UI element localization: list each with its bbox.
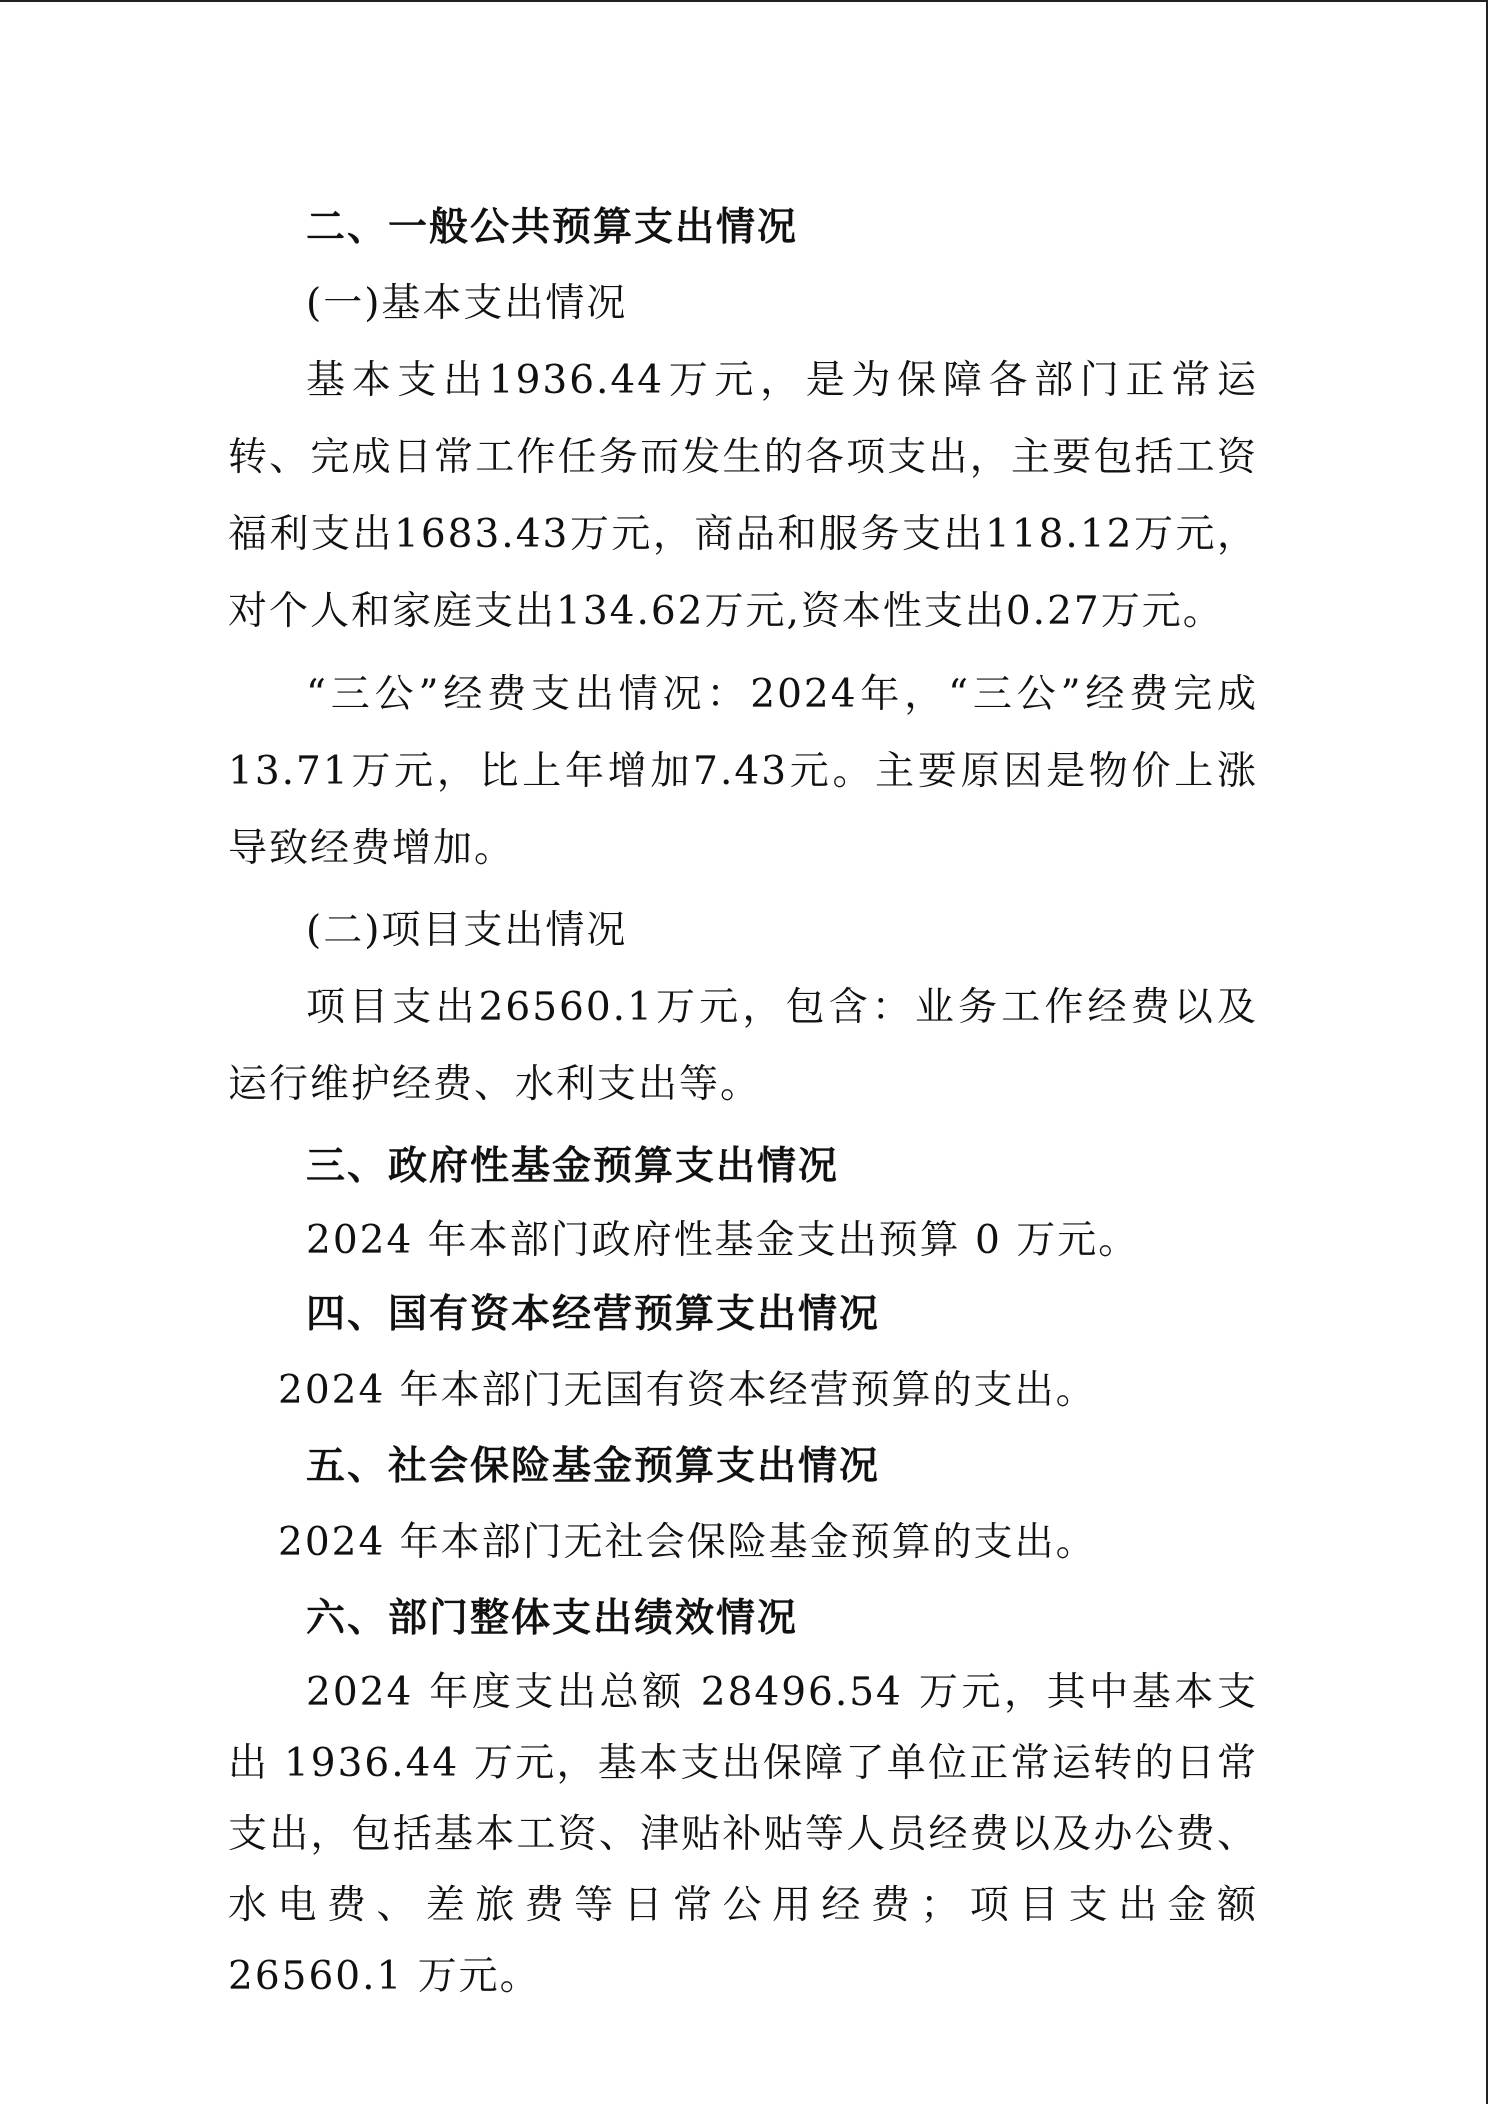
basic-expenditure-paragraph: 基本支出1936.44万元，是为保障各部门正常运转、完成日常工作任务而发生的各项支出，主要包括工资福利支出1683.43万元，商品和服务支出118.12万元，对个人和家庭支出134.62万元,资本性支出0.27万元。 [228, 358, 1258, 634]
section-3-text: 2024 年本部门政府性基金支出预算 0 万元。 [306, 1218, 1140, 1263]
section-5-title: 五、社会保险基金预算支出情况 [306, 1444, 881, 1489]
project-expenditure-paragraph: 项目支出26560.1万元，包含：业务工作经费以及运行维护经费、水利支出等。 [228, 985, 1258, 1107]
section-4-text: 2024 年本部门无国有资本经营预算的支出。 [278, 1368, 1097, 1413]
section-2-title: 二、一般公共预算支出情况 [306, 205, 799, 250]
section-2-subtitle-1: (一)基本支出情况 [306, 281, 628, 326]
section-6-title: 六、部门整体支出绩效情况 [306, 1596, 799, 1641]
section-3-title: 三、政府性基金预算支出情况 [306, 1144, 840, 1189]
three-public-expenses-paragraph: “三公”经费支出情况：2024年，“三公”经费完成13.71万元，比上年增加7.43元。主要原因是物价上涨导致经费增加。 [228, 672, 1258, 871]
section-2-subtitle-2: (二)项目支出情况 [306, 908, 628, 953]
document-body [228, 190, 1258, 2012]
page-top-border [0, 0, 1488, 2]
section-6-paragraph: 2024 年度支出总额 28496.54 万元，其中基本支出 1936.44 万元，基本支出保障了单位正常运转的日常支出，包括基本工资、津贴补贴等人员经费以及办公费、水电费、差旅费等日常公用经费；项目支出金额 26560.1 万元。 [228, 1670, 1258, 1999]
section-4-title: 四、国有资本经营预算支出情况 [306, 1292, 881, 1337]
section-5-text: 2024 年本部门无社会保险基金预算的支出。 [278, 1520, 1097, 1565]
